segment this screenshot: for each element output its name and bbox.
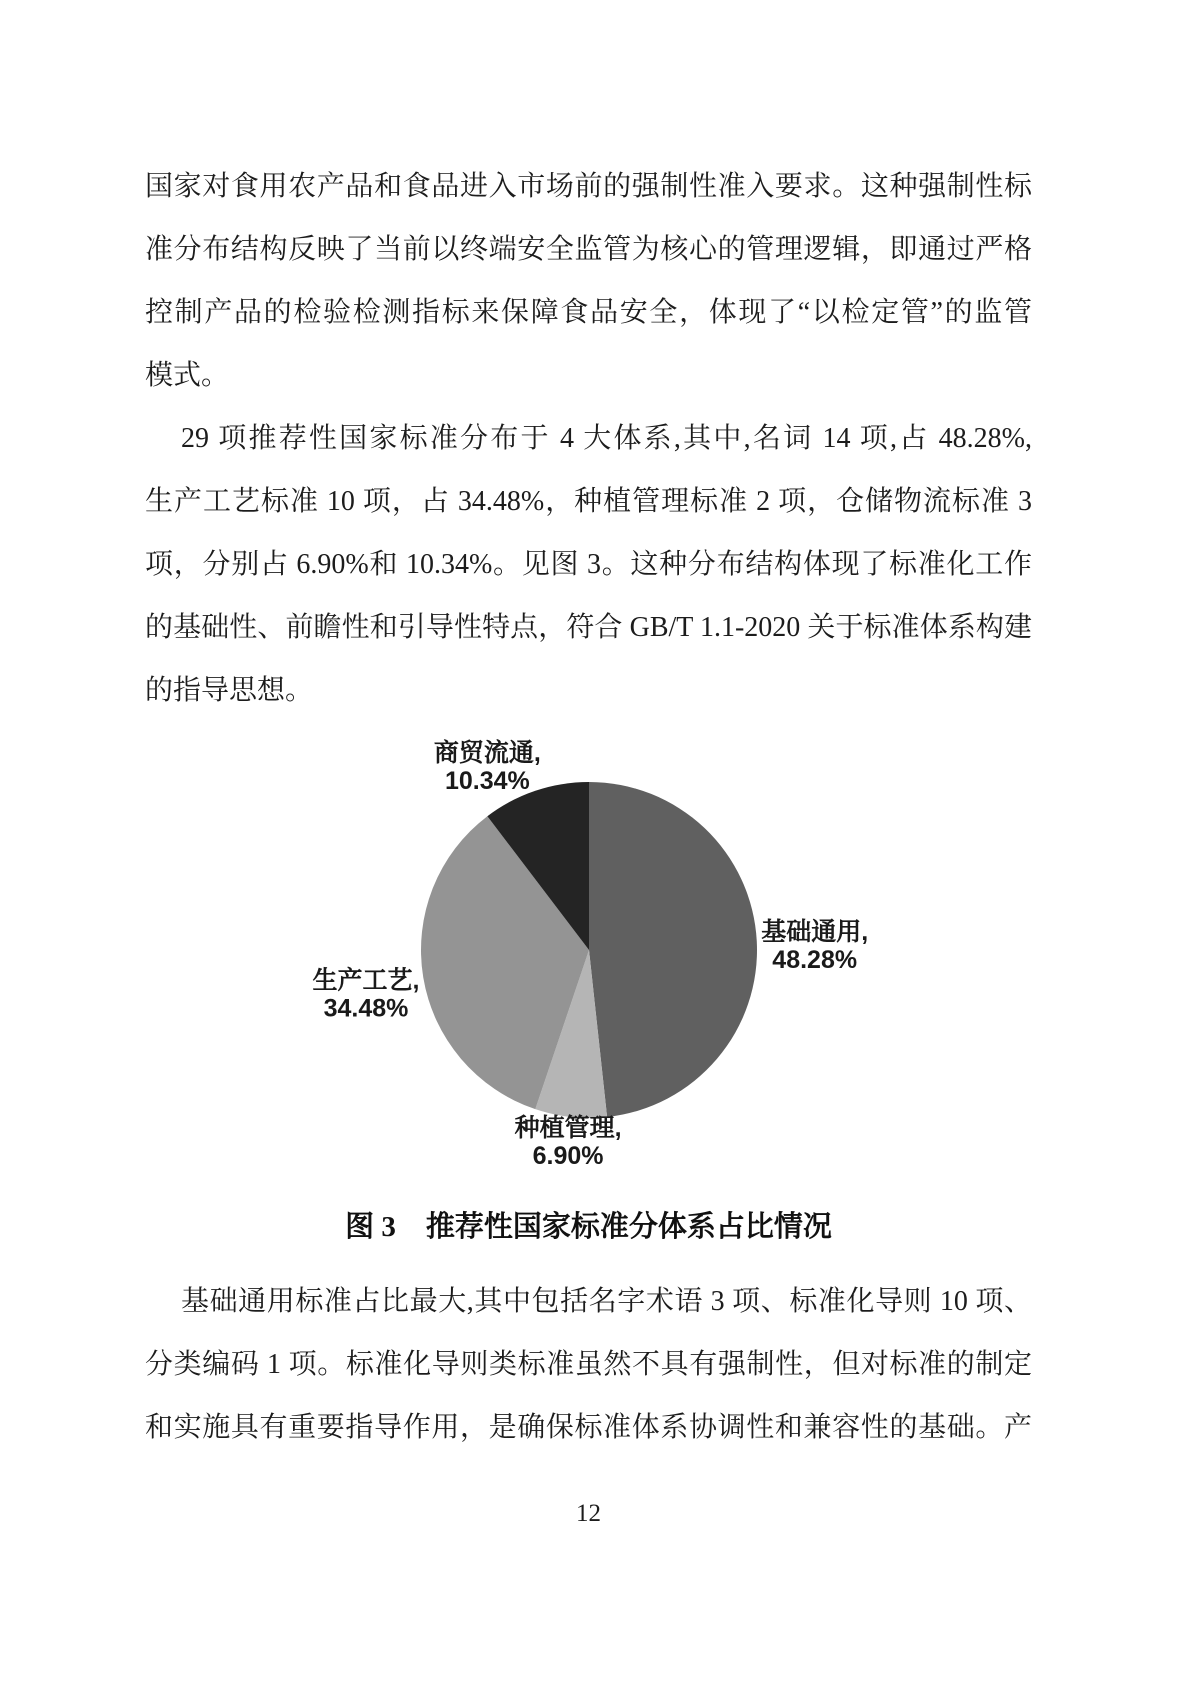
body-paragraphs (145, 155, 1032, 722)
pie-slice-label: 基础通用, (760, 917, 868, 946)
paragraph (145, 155, 1032, 407)
page-body (145, 155, 1032, 1459)
text-line: 的指导思想。 (145, 675, 314, 706)
page-number: 12 (576, 1500, 601, 1527)
pie-slice-value: 10.34% (444, 767, 530, 796)
figure-3 (145, 722, 1032, 1250)
text-line: 控制产品的检验检测指标来保障食品安全，体现了“以检定管”的监管 (145, 297, 1032, 328)
text-line: 生产工艺标准 10 项，占 34.48%，种植管理标准 2 项，仓储物流标准 3 (145, 486, 1032, 517)
paragraph (145, 407, 1032, 722)
text-line: 基础通用标准占比最大,其中包括名字术语 3 项、标准化导则 10 项、 (181, 1286, 1032, 1317)
text-line: 项，分别占 6.90%和 10.34%。见图 3。这种分布结构体现了标准化工作 (145, 549, 1032, 580)
text-line: 分类编码 1 项。标准化导则类标准虽然不具有强制性，但对标准的制定 (145, 1349, 1032, 1380)
paragraph (145, 1270, 1032, 1459)
pie-slice-label: 商贸流通, (433, 739, 541, 768)
pie-slice (589, 782, 757, 1117)
figure-caption-title: 推荐性国家标准分体系占比情况 (425, 1211, 832, 1243)
figure-caption-label: 图 3 (345, 1211, 396, 1243)
pie-slice-value: 34.48% (323, 994, 408, 1023)
text-line: 模式。 (145, 360, 230, 391)
text-line: 29 项推荐性国家标准分布于 4 大体系,其中,名词 14 项,占 48.28%, (181, 423, 1032, 454)
after-figure-paragraphs (145, 1270, 1032, 1459)
pie-chart (229, 722, 949, 1212)
pie-slice-label: 生产工艺, (312, 966, 419, 995)
pie-slice-value: 6.90% (532, 1141, 604, 1170)
pie-slice-value: 48.28% (771, 945, 857, 974)
pie-slice-label: 种植管理, (514, 1113, 622, 1142)
text-line: 国家对食用农产品和食品进入市场前的强制性准入要求。这种强制性标 (145, 171, 1032, 202)
figure-caption (145, 1204, 1032, 1250)
text-line: 的基础性、前瞻性和引导性特点，符合 GB/T 1.1-2020 关于标准体系构建 (145, 612, 1032, 643)
text-line: 和实施具有重要指导作用，是确保标准体系协调性和兼容性的基础。产 (145, 1412, 1032, 1443)
text-line: 准分布结构反映了当前以终端安全监管为核心的管理逻辑，即通过严格 (145, 234, 1032, 265)
